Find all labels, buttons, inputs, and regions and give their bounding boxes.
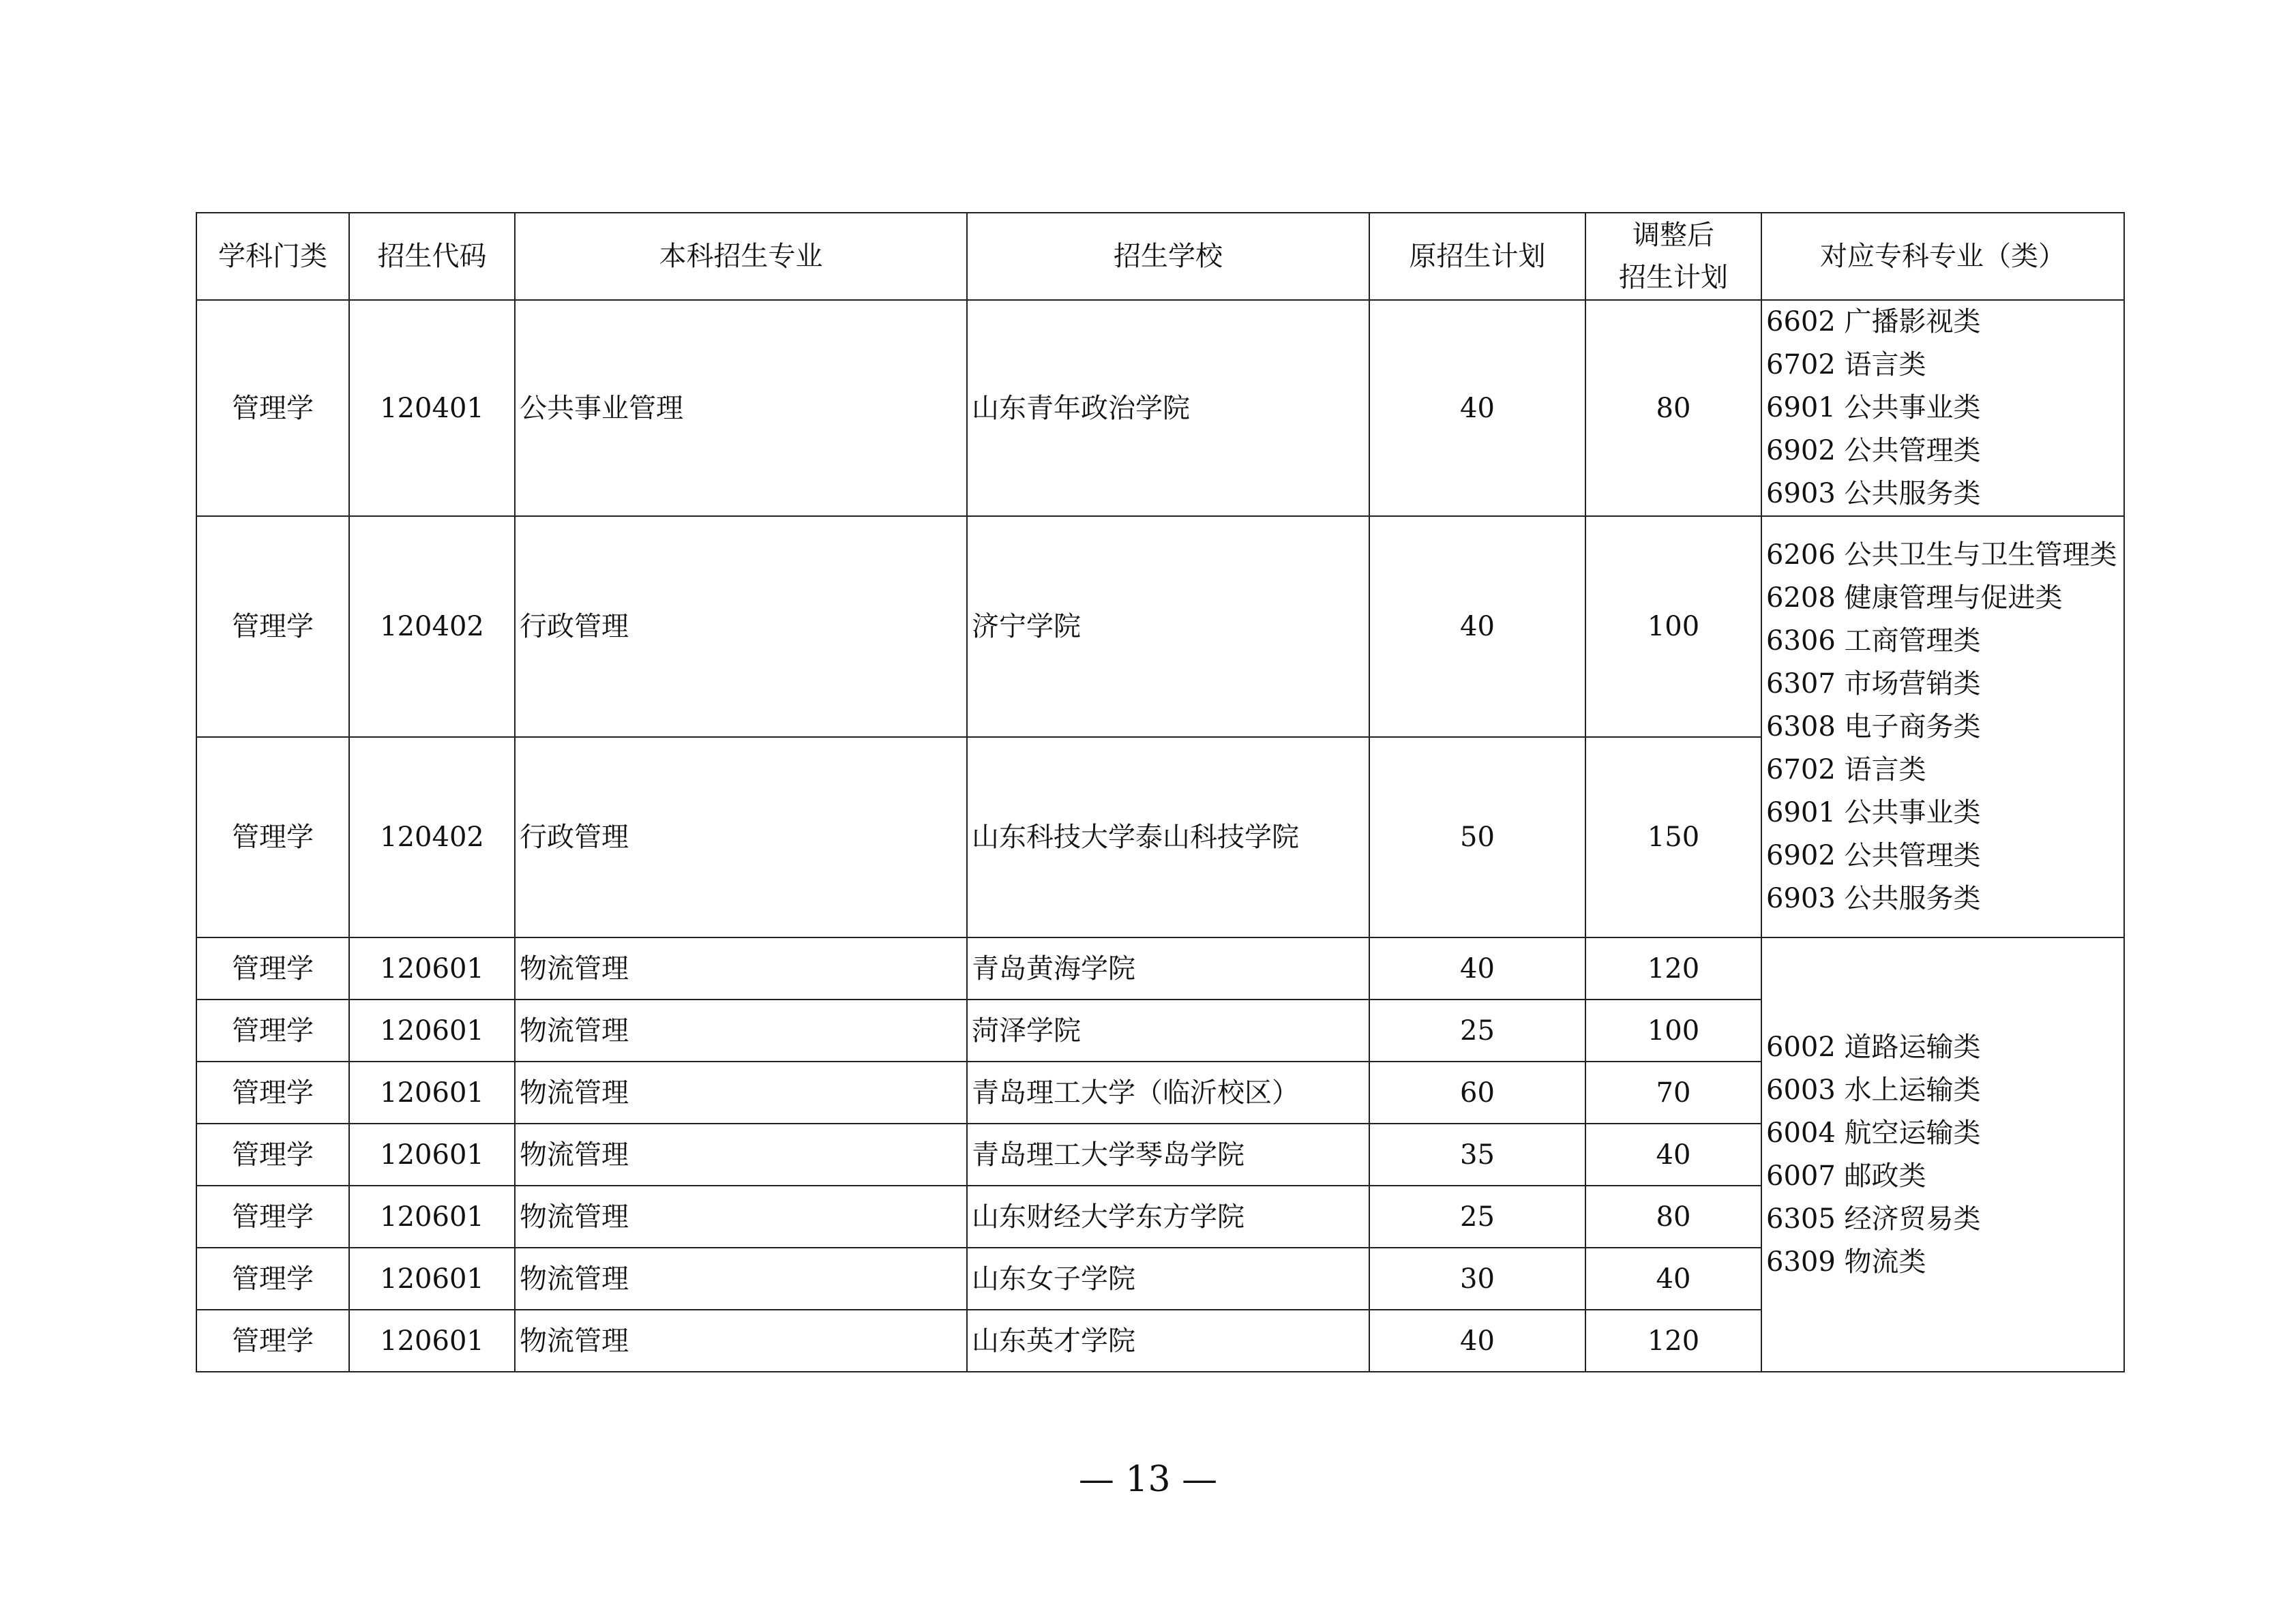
cell-school: 山东女子学院 — [967, 1248, 1369, 1310]
cell-adjusted-plan: 70 — [1585, 1062, 1761, 1124]
cell-adjusted-plan: 100 — [1585, 516, 1761, 737]
page-number: — 13 — — [1078, 1459, 1218, 1500]
cell-original-plan: 25 — [1369, 1186, 1585, 1248]
header-original-plan: 原招生计划 — [1369, 213, 1585, 300]
cell-major: 物流管理 — [515, 1000, 967, 1062]
ref-major-item: 6305 经济贸易类 — [1766, 1203, 1981, 1235]
ref-major-item: 6206 公共卫生与卫生管理类 — [1766, 539, 2117, 571]
cell-code: 120601 — [349, 937, 515, 1000]
cell-original-plan: 40 — [1369, 937, 1585, 1000]
cell-major: 行政管理 — [515, 516, 967, 737]
cell-major: 公共事业管理 — [515, 300, 967, 516]
ref-major-item: 6309 物流类 — [1766, 1246, 1926, 1278]
cell-school: 菏泽学院 — [967, 1000, 1369, 1062]
cell-category: 管理学 — [196, 937, 349, 1000]
cell-major: 物流管理 — [515, 1124, 967, 1186]
header-major: 本科招生专业 — [515, 213, 967, 300]
cell-major: 行政管理 — [515, 737, 967, 937]
ref-major-item: 6004 航空运输类 — [1766, 1117, 1981, 1149]
cell-category: 管理学 — [196, 1186, 349, 1248]
cell-major: 物流管理 — [515, 1186, 967, 1248]
cell-school: 济宁学院 — [967, 516, 1369, 737]
cell-original-plan: 50 — [1369, 737, 1585, 937]
ref-major-item: 6003 水上运输类 — [1766, 1074, 1981, 1106]
cell-school: 青岛理工大学（临沂校区） — [967, 1062, 1369, 1124]
ref-major-item: 6903 公共服务类 — [1766, 882, 1981, 914]
cell-code: 120601 — [349, 1000, 515, 1062]
cell-code: 120601 — [349, 1124, 515, 1186]
ref-major-item: 6208 健康管理与促进类 — [1766, 582, 2063, 614]
ref-major-item: 6702 语言类 — [1766, 753, 1926, 785]
header-school: 招生学校 — [967, 213, 1369, 300]
cell-original-plan: 40 — [1369, 1310, 1585, 1372]
cell-category: 管理学 — [196, 1124, 349, 1186]
cell-code: 120402 — [349, 516, 515, 737]
ref-major-item: 6308 电子商务类 — [1766, 710, 1981, 742]
header-row — [196, 213, 2124, 300]
ref-major-item: 6306 工商管理类 — [1766, 625, 1981, 657]
cell-category: 管理学 — [196, 1310, 349, 1372]
cell-original-plan: 60 — [1369, 1062, 1585, 1124]
table-row — [196, 937, 2124, 1000]
cell-ref-majors — [1761, 516, 2124, 937]
ref-major-item: 6307 市场营销类 — [1766, 667, 1981, 700]
cell-adjusted-plan: 150 — [1585, 737, 1761, 937]
cell-category: 管理学 — [196, 1062, 349, 1124]
cell-original-plan: 25 — [1369, 1000, 1585, 1062]
ref-major-item: 6702 语言类 — [1766, 349, 1926, 380]
cell-major: 物流管理 — [515, 1310, 967, 1372]
ref-major-item: 6002 道路运输类 — [1766, 1031, 1981, 1063]
cell-original-plan: 30 — [1369, 1248, 1585, 1310]
header-ref-major: 对应专科专业（类） — [1761, 213, 2124, 300]
ref-major-item: 6602 广播影视类 — [1766, 306, 1981, 337]
cell-code: 120401 — [349, 300, 515, 516]
header-adjusted-plan — [1585, 213, 1761, 300]
table-row — [196, 300, 2124, 516]
cell-original-plan: 40 — [1369, 300, 1585, 516]
cell-adjusted-plan: 120 — [1585, 937, 1761, 1000]
cell-school: 山东青年政治学院 — [967, 300, 1369, 516]
cell-ref-majors — [1761, 937, 2124, 1372]
ref-major-item: 6007 邮政类 — [1766, 1160, 1926, 1192]
cell-category: 管理学 — [196, 1248, 349, 1310]
cell-adjusted-plan: 80 — [1585, 1186, 1761, 1248]
cell-code: 120601 — [349, 1248, 515, 1310]
header-adjusted-line1: 调整后 — [1632, 220, 1714, 251]
header-category: 学科门类 — [196, 213, 349, 300]
table-row — [196, 516, 2124, 737]
cell-ref-majors — [1761, 300, 2124, 516]
cell-code: 120601 — [349, 1062, 515, 1124]
ref-major-item: 6903 公共服务类 — [1766, 478, 1981, 509]
cell-category: 管理学 — [196, 737, 349, 937]
cell-major: 物流管理 — [515, 1062, 967, 1124]
cell-school: 青岛理工大学琴岛学院 — [967, 1124, 1369, 1186]
cell-adjusted-plan: 80 — [1585, 300, 1761, 516]
cell-adjusted-plan: 120 — [1585, 1310, 1761, 1372]
cell-original-plan: 35 — [1369, 1124, 1585, 1186]
cell-school: 青岛黄海学院 — [967, 937, 1369, 1000]
cell-category: 管理学 — [196, 300, 349, 516]
ref-major-item: 6901 公共事业类 — [1766, 392, 1981, 423]
cell-adjusted-plan: 40 — [1585, 1248, 1761, 1310]
enrollment-table — [196, 212, 2125, 1372]
cell-major: 物流管理 — [515, 1248, 967, 1310]
ref-major-item: 6902 公共管理类 — [1766, 839, 1981, 871]
header-adjusted-line2: 招生计划 — [1619, 262, 1728, 293]
cell-school: 山东财经大学东方学院 — [967, 1186, 1369, 1248]
ref-major-item: 6901 公共事业类 — [1766, 796, 1981, 828]
ref-major-item: 6902 公共管理类 — [1766, 435, 1981, 466]
cell-category: 管理学 — [196, 516, 349, 737]
cell-adjusted-plan: 100 — [1585, 1000, 1761, 1062]
header-code: 招生代码 — [349, 213, 515, 300]
cell-code: 120601 — [349, 1310, 515, 1372]
cell-category: 管理学 — [196, 1000, 349, 1062]
cell-school: 山东科技大学泰山科技学院 — [967, 737, 1369, 937]
cell-code: 120601 — [349, 1186, 515, 1248]
cell-code: 120402 — [349, 737, 515, 937]
cell-original-plan: 40 — [1369, 516, 1585, 737]
cell-major: 物流管理 — [515, 937, 967, 1000]
cell-adjusted-plan: 40 — [1585, 1124, 1761, 1186]
cell-school: 山东英才学院 — [967, 1310, 1369, 1372]
